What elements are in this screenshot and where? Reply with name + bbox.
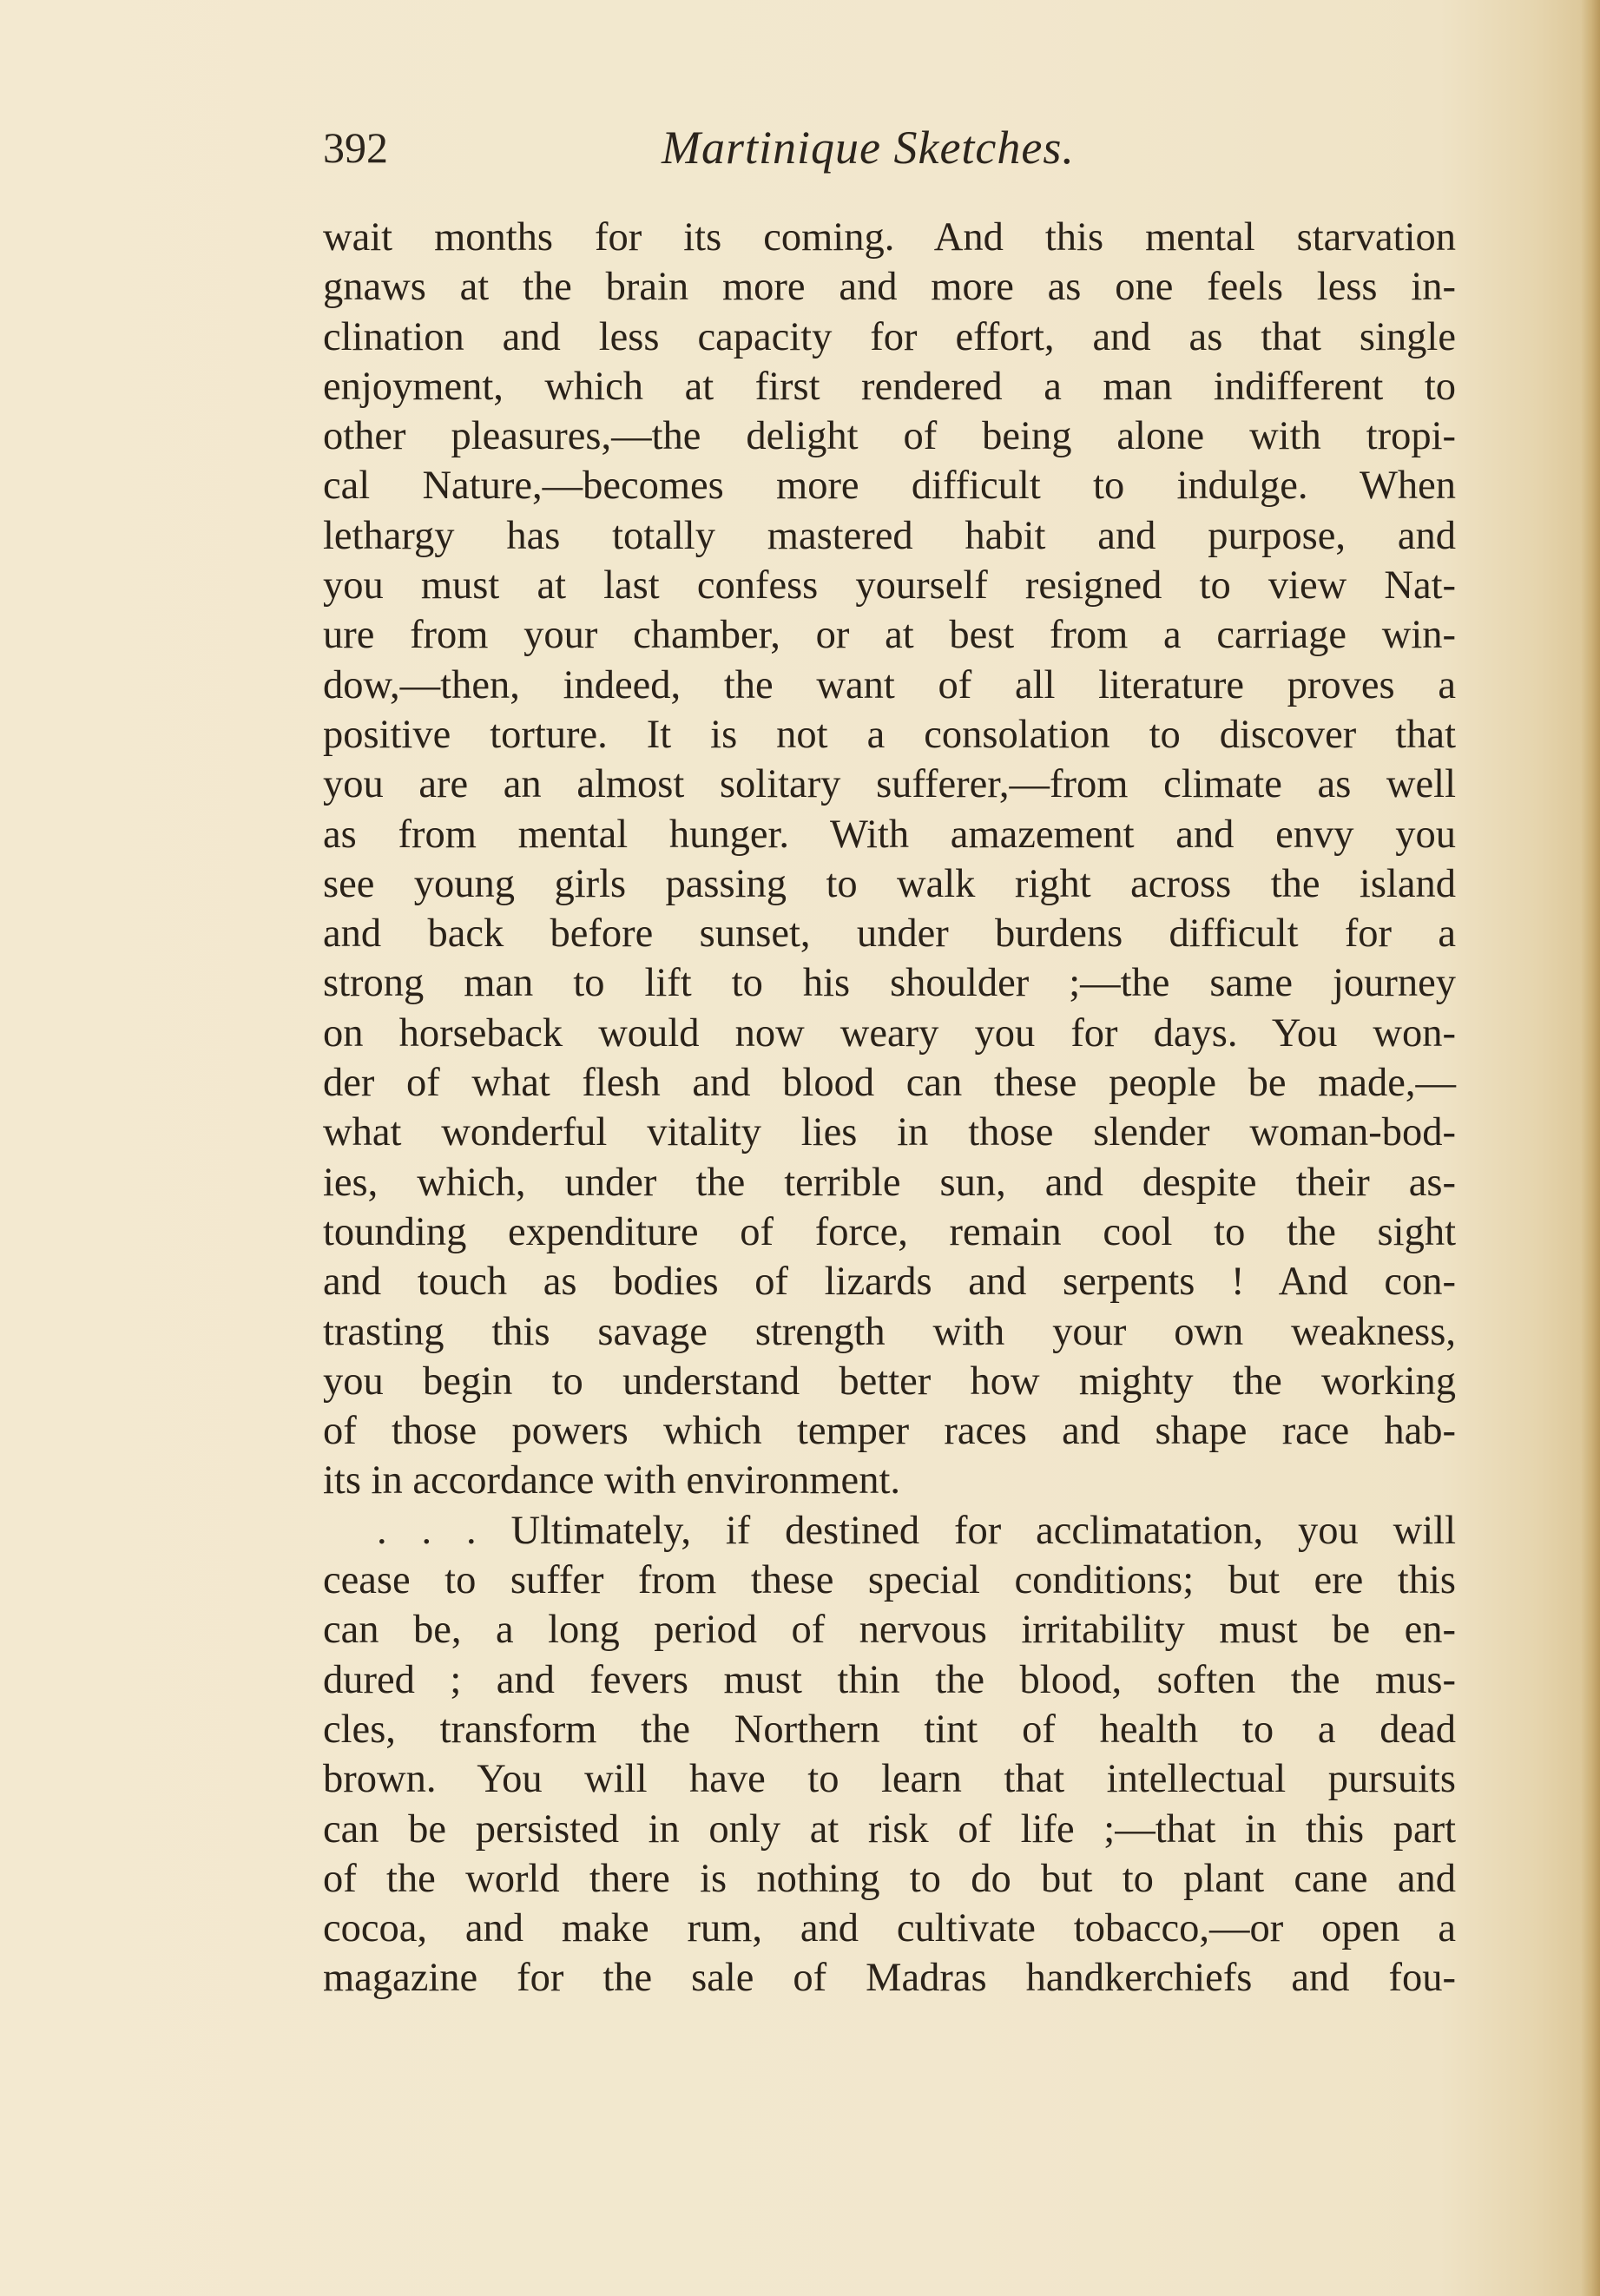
text-line: der of what flesh and blood can these people be made,— [323, 1061, 1456, 1106]
text-line: can be persisted in only at risk of life ;—that in this part [323, 1806, 1456, 1852]
running-header [323, 113, 1452, 182]
text-line: you must at last confess yourself resigned to view Nat- [323, 563, 1456, 609]
text-line: cocoa, and make rum, and cultivate tobacco,—or open a [323, 1906, 1456, 1951]
text-line: wait months for its coming. And this mental starvation [323, 215, 1456, 260]
text-line: ure from your chamber, or at best from a carriage win- [323, 613, 1456, 658]
text-line: . . . Ultimately, if destined for acclimatation, you will [377, 1508, 1456, 1553]
body-text [323, 213, 1456, 2003]
text-line: its in accordance with environment. [323, 1458, 900, 1503]
text-line: dow,—then, indeed, the want of all literature proves a [323, 662, 1456, 707]
running-title: Martinique Sketches. [662, 122, 1075, 174]
text-line: cles, transform the Northern tint of health to a dead [323, 1707, 1456, 1752]
text-line: brown. You will have to learn that intellectual pursuits [323, 1757, 1456, 1802]
text-line: ies, which, under the terrible sun, and despite their as- [323, 1160, 1456, 1205]
text-line: of the world there is nothing to do but to plant cane and [323, 1856, 1456, 1901]
text-line: clination and less capacity for effort, and as that single [323, 314, 1456, 359]
text-line: lethargy has totally mastered habit and purpose, and [323, 513, 1456, 558]
page-number: 392 [323, 123, 388, 172]
text-line: and back before sunset, under burdens difficult for a [323, 911, 1456, 957]
text-line: as from mental hunger. With amazement and envy you [323, 812, 1456, 857]
text-line: dured ; and fevers must thin the blood, soften the mus- [323, 1657, 1456, 1702]
text-line: enjoyment, which at first rendered a man indifferent to [323, 364, 1456, 409]
text-line: tounding expenditure of force, remain cool to the sight [323, 1209, 1456, 1254]
text-line: cal Nature,—becomes more difficult to indulge. When [323, 464, 1456, 509]
text-line: can be, a long period of nervous irritability must be en- [323, 1608, 1456, 1653]
text-line: of those powers which temper races and shape race hab- [323, 1409, 1456, 1454]
text-line: you are an almost solitary sufferer,—from climate as well [323, 762, 1456, 807]
text-line: other pleasures,—the delight of being alone with tropi- [323, 414, 1456, 459]
text-line: you begin to understand better how mighty the working [323, 1359, 1456, 1404]
text-line: positive torture. It is not a consolation to discover that [323, 712, 1456, 757]
page-edge-shadow [1581, 0, 1600, 2296]
text-line: trasting this savage strength with your own weakness, [323, 1309, 1456, 1354]
text-line: magazine for the sale of Madras handkerchiefs and fou- [323, 1956, 1456, 2001]
text-line: gnaws at the brain more and more as one feels less in- [323, 265, 1456, 310]
text-line: strong man to lift to his shoulder ;—the same journey [323, 961, 1456, 1006]
text-line: cease to suffer from these special conditions; but ere this [323, 1558, 1456, 1603]
text-line: what wonderful vitality lies in those slender woman-bod- [323, 1110, 1456, 1155]
text-line: and touch as bodies of lizards and serpents ! And con- [323, 1260, 1456, 1305]
text-line: on horseback would now weary you for days. You won- [323, 1010, 1456, 1056]
text-line: see young girls passing to walk right across the island [323, 861, 1456, 906]
